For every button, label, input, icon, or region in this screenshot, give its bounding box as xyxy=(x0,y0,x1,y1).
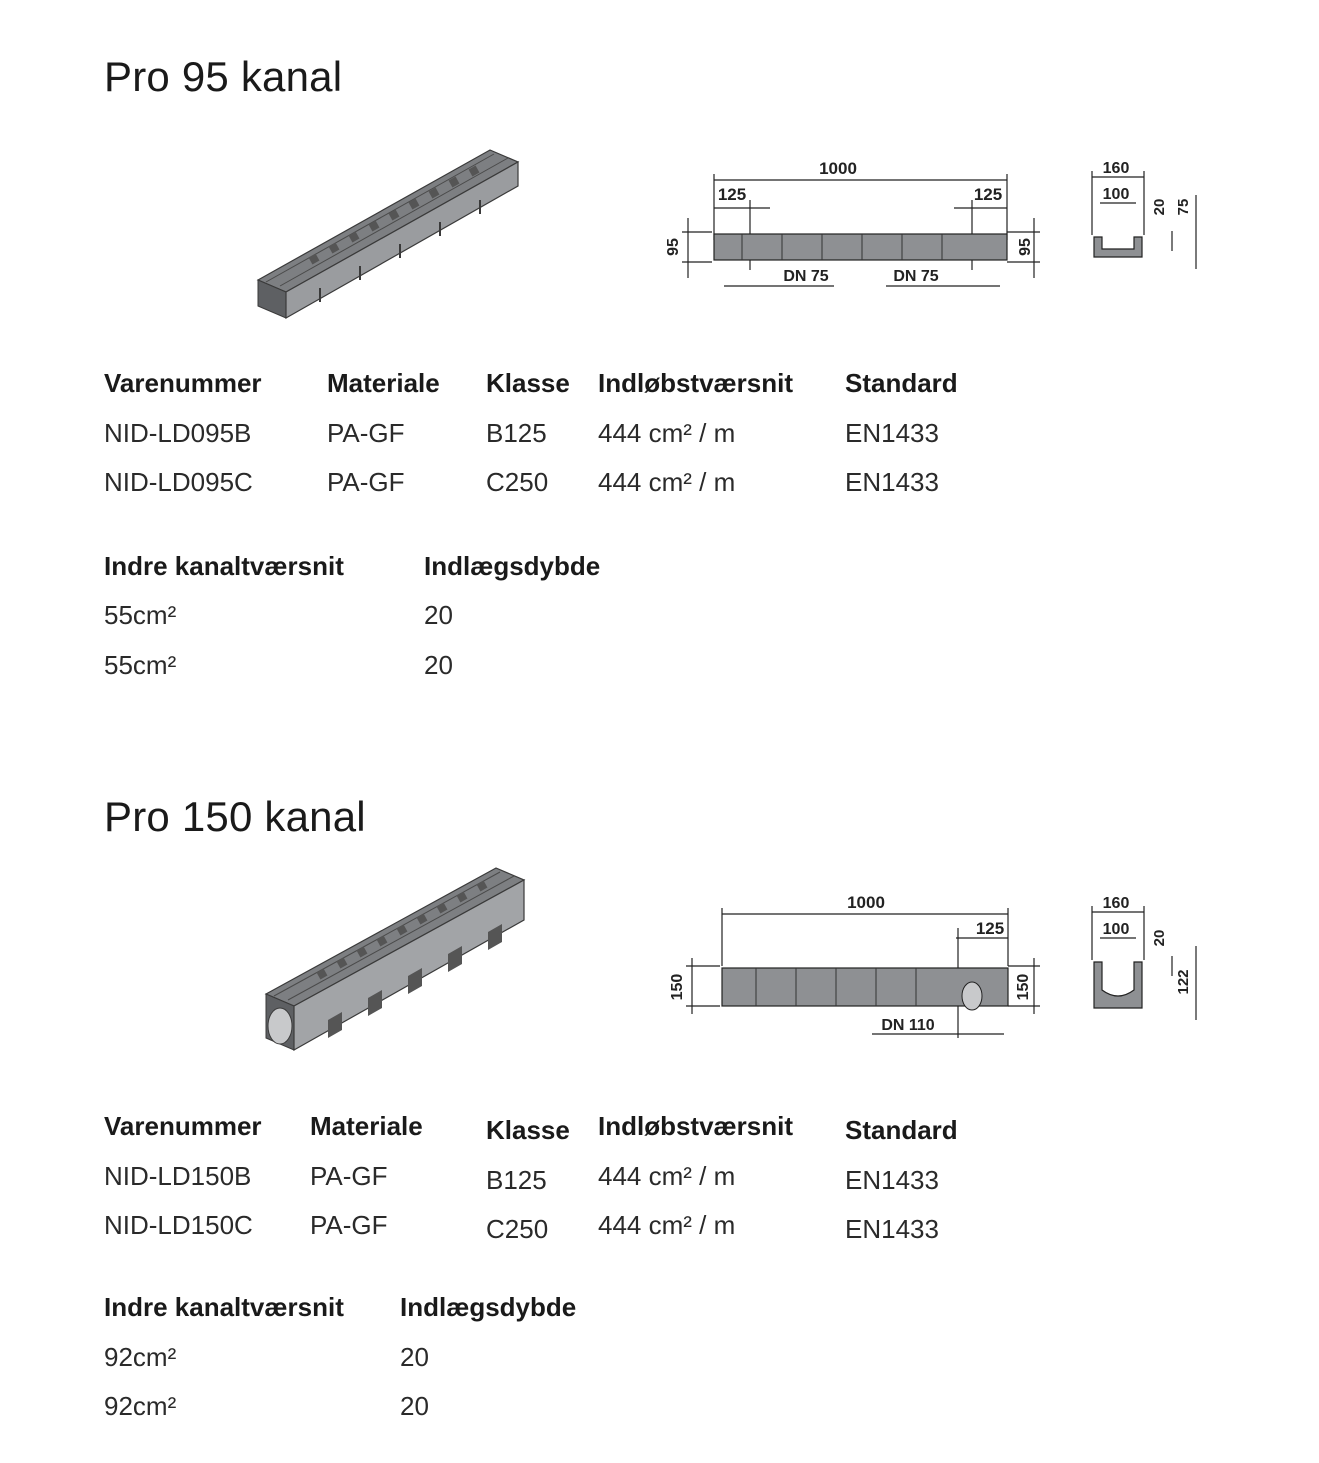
table-cell: PA-GF xyxy=(327,418,405,448)
table-cell: 20 xyxy=(400,1391,429,1421)
col-header-varenummer: Varenummer xyxy=(104,1111,262,1141)
dim-outlet-left: DN 75 xyxy=(783,268,829,285)
product-image-pro150 xyxy=(258,860,538,1060)
table-cell: NID-LD095B xyxy=(104,418,252,448)
table-cell: EN1433 xyxy=(845,467,939,497)
dim-outlet: DN 110 xyxy=(881,1017,935,1034)
dim-right-offset: 125 xyxy=(975,919,1005,938)
dim-section-outer: 160 xyxy=(1102,895,1130,912)
table-cell: 92cm² xyxy=(104,1391,177,1421)
table-cell: 55cm² xyxy=(104,600,177,630)
section-title-pro150: Pro 150 kanal xyxy=(104,793,366,840)
table-cell: C250 xyxy=(486,1214,549,1244)
col-header-indlaegsdybde: Indlægsdybde xyxy=(400,1292,577,1322)
table-cell: B125 xyxy=(486,418,547,448)
col-header-indlobstvaersnit: Indløbstværsnit xyxy=(598,368,794,398)
section-drawing-pro95 xyxy=(1084,155,1209,280)
col-header-standard: Standard xyxy=(845,1115,958,1145)
col-header-materiale: Materiale xyxy=(327,368,440,398)
col-header-klasse: Klasse xyxy=(486,368,570,398)
table-cell: 55cm² xyxy=(104,650,177,680)
table-cell: NID-LD150B xyxy=(104,1161,252,1191)
col-header-indlobstvaersnit: Indløbstværsnit xyxy=(598,1111,794,1141)
table-cell: B125 xyxy=(486,1165,547,1195)
dim-section-inner: 100 xyxy=(1102,186,1130,203)
dim-length: 1000 xyxy=(819,159,857,178)
col-header-klasse: Klasse xyxy=(486,1115,570,1145)
dim-right-offset: 125 xyxy=(973,185,1003,204)
dim-section-large: 122 xyxy=(1175,969,1192,995)
table-cell: 444 cm² / m xyxy=(598,1210,736,1240)
table-cell: PA-GF xyxy=(310,1161,388,1191)
col-header-indlaegsdybde: Indlægsdybde xyxy=(424,551,601,581)
col-header-varenummer: Varenummer xyxy=(104,368,262,398)
table-cell: 92cm² xyxy=(104,1342,177,1372)
side-drawing-pro150 xyxy=(666,888,1051,1048)
col-header-indre-kanaltvaersnit: Indre kanaltværsnit xyxy=(104,551,344,581)
dim-length: 1000 xyxy=(847,893,885,912)
table-cell: NID-LD095C xyxy=(104,467,253,497)
table-cell: C250 xyxy=(486,467,549,497)
dim-section-inner: 100 xyxy=(1102,921,1130,938)
table-cell: EN1433 xyxy=(845,1165,939,1195)
section-title-pro95: Pro 95 kanal xyxy=(104,53,343,100)
table-cell: EN1433 xyxy=(845,1214,939,1244)
dim-section-large: 75 xyxy=(1175,198,1192,216)
table-cell: 444 cm² / m xyxy=(598,467,736,497)
product-image-pro95 xyxy=(250,140,530,330)
dim-height-right: 150 xyxy=(1015,973,1032,1001)
table-cell: 20 xyxy=(400,1342,429,1372)
side-drawing-pro95 xyxy=(662,150,1052,300)
dim-height-right: 95 xyxy=(1017,238,1034,256)
dim-section-outer: 160 xyxy=(1102,160,1130,177)
table-cell: 20 xyxy=(424,600,453,630)
dim-height-left: 150 xyxy=(669,973,686,1001)
col-header-indre-kanaltvaersnit: Indre kanaltværsnit xyxy=(104,1292,344,1322)
table-cell: NID-LD150C xyxy=(104,1210,253,1240)
table-cell: PA-GF xyxy=(327,467,405,497)
col-header-materiale: Materiale xyxy=(310,1111,423,1141)
table-cell: 444 cm² / m xyxy=(598,418,736,448)
dim-section-small: 20 xyxy=(1151,929,1168,947)
col-header-standard: Standard xyxy=(845,368,958,398)
dim-outlet-right: DN 75 xyxy=(893,268,939,285)
dim-height-left: 95 xyxy=(665,238,682,256)
table-cell: EN1433 xyxy=(845,418,939,448)
table-cell: 20 xyxy=(424,650,453,680)
section-drawing-pro150 xyxy=(1084,890,1209,1025)
table-cell: PA-GF xyxy=(310,1210,388,1240)
dim-section-small: 20 xyxy=(1151,198,1168,216)
table-cell: 444 cm² / m xyxy=(598,1161,736,1191)
dim-left-offset: 125 xyxy=(717,185,747,204)
